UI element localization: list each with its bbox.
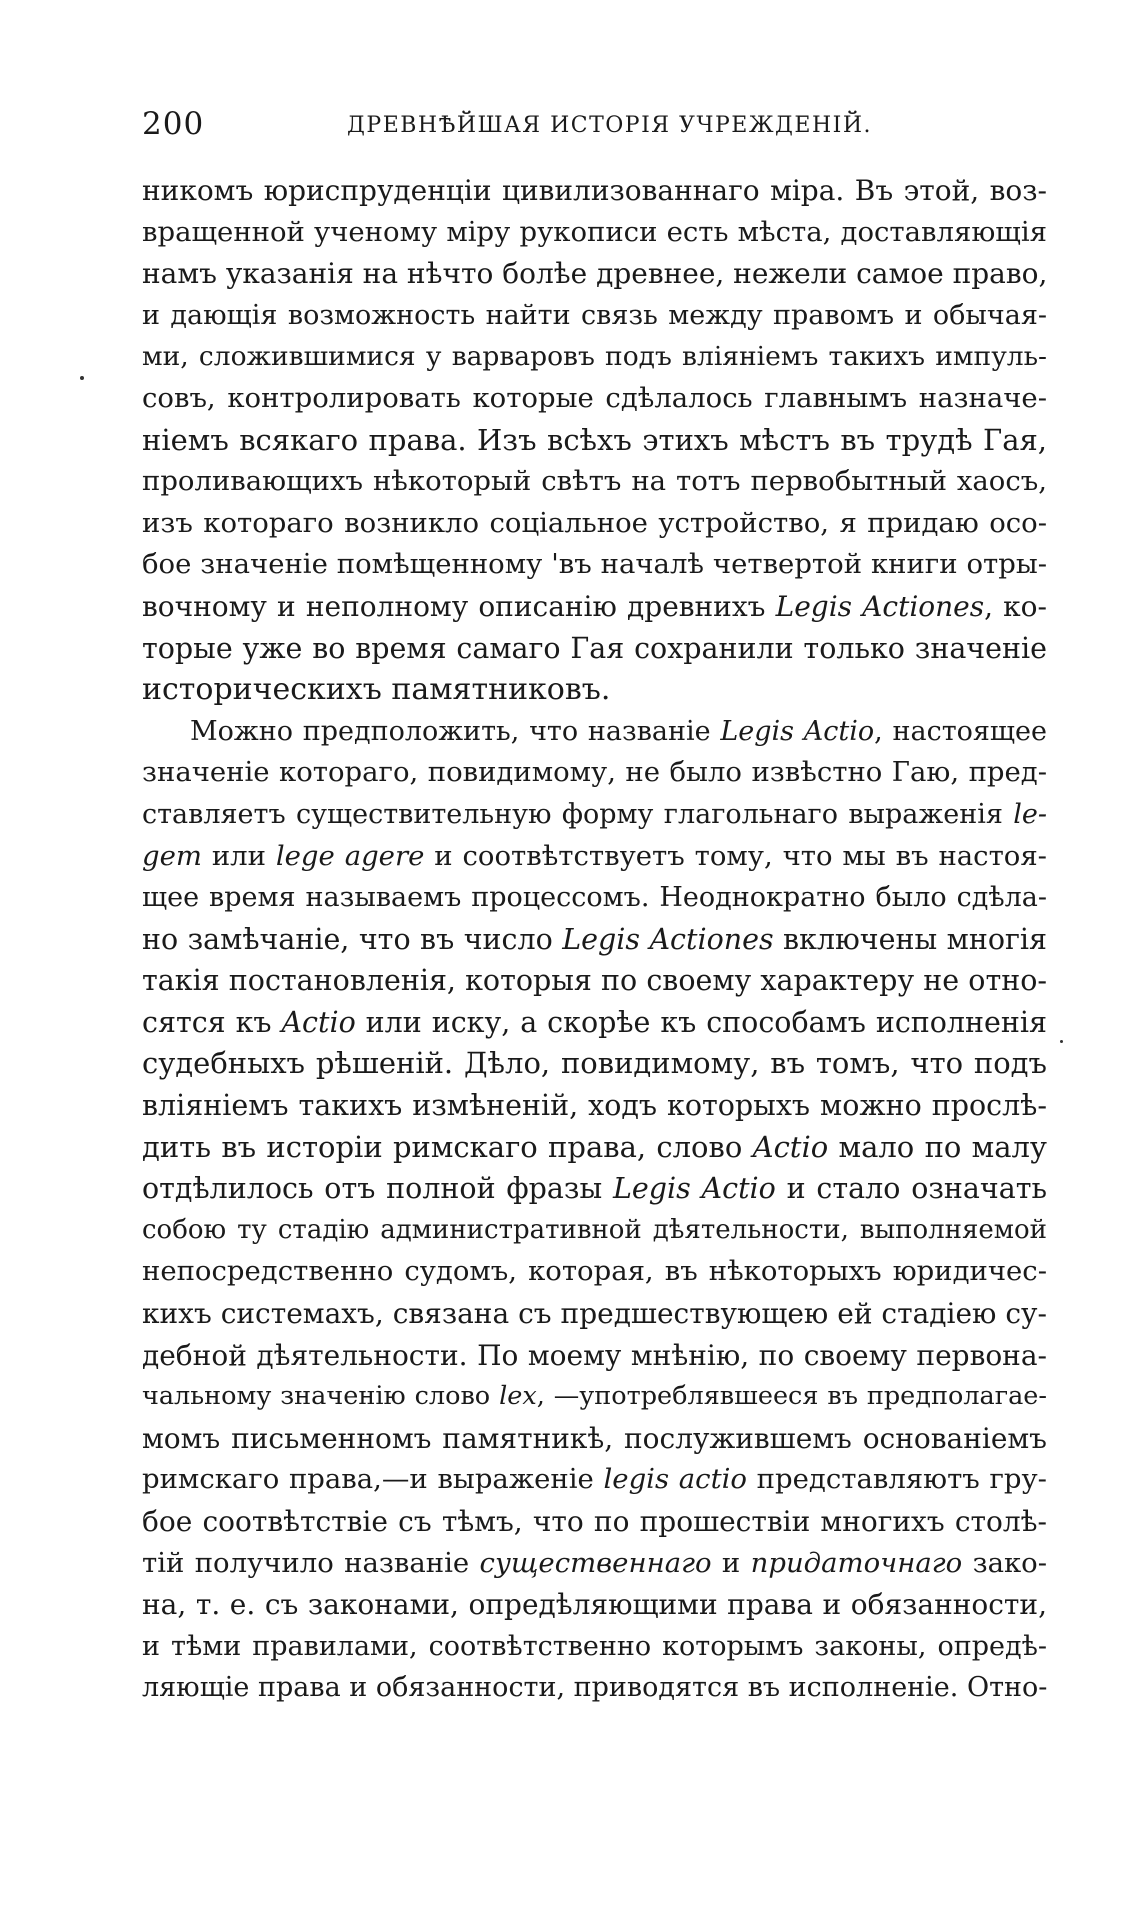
text-line: никомъ юриспруденціи цивилизованнаго міра. Въ этой, воз- (142, 174, 1047, 207)
text-line: торые уже во время самаго Гая сохранили только значеніе (142, 631, 1047, 665)
text-line: ляющіе права и обязанности, приводятся въ исполненіе. Отно- (142, 1672, 1047, 1704)
text-line: тій получило названіе существеннаго и придаточнаго зако- (142, 1546, 1047, 1579)
text-line: непосредственно судомъ, которая, въ нѣкоторыхъ юридичес- (142, 1255, 1047, 1288)
text-line: историческихъ памятниковъ. (142, 672, 611, 708)
text-line: дить въ исторіи римскаго права, слово Actio мало по малу (142, 1129, 1047, 1164)
text-line: бое значеніе помѣщенному 'въ началѣ четвертой книги отры- (142, 548, 1047, 581)
running-head (142, 102, 1047, 146)
running-title: ДРЕВНѢЙШАЯ ИСТОРІЯ УЧРЕЖДЕНІЙ. (347, 113, 873, 138)
text-line: римскаго права,—и выраженіе legis actio представляютъ гру- (142, 1463, 1047, 1496)
margin-speck (1060, 1040, 1063, 1043)
text-line: на, т. е. съ законами, опредѣляющими права и обязанности, (142, 1588, 1047, 1622)
text-line: намъ указанія на нѣчто болѣе древнее, нежели самое право, (142, 257, 1047, 291)
body-text (142, 170, 1047, 1709)
text-line: бое соотвѣтствіе съ тѣмъ, что по прошествіи многихъ столѣ- (142, 1505, 1047, 1538)
text-line: совъ, контролировать которые сдѣлалось главнымъ назначе- (142, 381, 1047, 414)
text-line: вращенной ученому міру рукописи есть мѣста, доставляющія (142, 215, 1047, 248)
text-line: кихъ системахъ, связана съ предшествующею ей стадіею су- (142, 1297, 1047, 1331)
text-line: Можно предположить, что названіе Legis Actio, настоящее (190, 715, 1047, 747)
text-line: но замѣчаніе, что въ число Legis Actiones включены многія (142, 922, 1047, 956)
text-line: щее время называемъ процессомъ. Неоднократно было сдѣла- (142, 882, 1047, 914)
text-line: и дающія возможность найти связь между правомъ и обычая- (142, 299, 1047, 331)
text-line: вочному и неполному описанію древнихъ Legis Actiones, ко- (142, 589, 1047, 623)
text-line: проливающихъ нѣкоторый свѣтъ на тотъ первобытный хаосъ, (142, 465, 1047, 498)
text-line: вліяніемъ такихъ измѣненій, ходъ которыхъ можно прослѣ- (142, 1089, 1047, 1123)
text-line: судебныхъ рѣшеній. Дѣло, повидимому, въ томъ, что подъ (142, 1046, 1047, 1081)
text-line: момъ письменномъ памятникѣ, послужившемъ основаніемъ (142, 1421, 1047, 1455)
text-line: изъ котораго возникло соціальное устройство, я придаю осо- (142, 506, 1047, 539)
text-line: ставляетъ существительную форму глагольнаго выраженія le- (142, 798, 1047, 830)
text-line: такія постановленія, которыя по своему характеру не отно- (142, 964, 1047, 998)
text-line: чальному значенію слово lex, —употреблявшееся въ предполагае- (142, 1381, 1047, 1412)
text-line: ніемъ всякаго права. Изъ всѣхъ этихъ мѣстъ въ трудѣ Гая, (142, 422, 1047, 457)
text-line: и тѣми правилами, соотвѣтственно которымъ законы, опредѣ- (142, 1630, 1047, 1662)
margin-speck (80, 376, 84, 380)
text-line: сятся къ Actio или иску, а скорѣе къ способамъ исполненія (142, 1005, 1047, 1039)
text-line: значеніе котораго, повидимому, не было извѣстно Гаю, пред- (142, 756, 1047, 789)
text-line: собою ту стадію административной дѣятельности, выполняемой (142, 1214, 1047, 1245)
text-line: ми, сложившимися у варваровъ подъ вліяніемъ такихъ импуль- (142, 341, 1047, 373)
page-number: 200 (142, 106, 205, 142)
text-line: отдѣлилось отъ полной фразы Legis Actio и стало означать (142, 1172, 1047, 1206)
text-line: дебной дѣятельности. По моему мнѣнію, по своему первона- (142, 1338, 1047, 1372)
text-line: gem или lege agere и соотвѣтствуетъ тому, что мы въ настоя- (142, 839, 1047, 872)
